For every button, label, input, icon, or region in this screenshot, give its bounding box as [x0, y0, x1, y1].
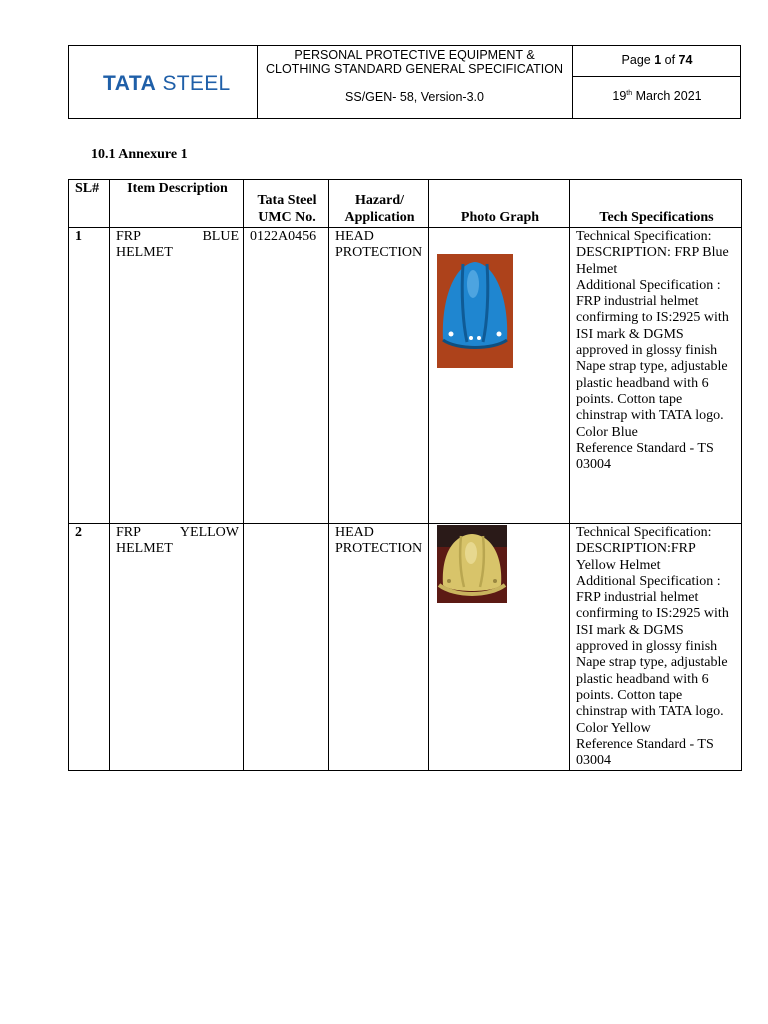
spec-line: 03004: [576, 753, 611, 769]
table-row: [69, 524, 742, 771]
hazard-application: HEAD PROTECTION: [329, 524, 429, 771]
doc-date: 19th March 2021: [612, 89, 702, 103]
row-sl: 1: [69, 228, 110, 524]
tech-specifications: [570, 228, 742, 524]
spec-line: Nape strap type, adjustable: [576, 359, 728, 375]
spec-line: points. Cotton tape: [576, 391, 683, 407]
blue-helmet-photo: [437, 254, 513, 368]
spec-line: plastic headband with 6: [576, 375, 709, 391]
tata-steel-logo: TATA STEEL: [103, 72, 231, 95]
spec-line: chinstrap with TATA logo.: [576, 408, 724, 424]
spec-title-line: PERSONAL PROTECTIVE EQUIPMENT &: [294, 48, 535, 62]
col-header-item: Item Description: [110, 180, 244, 228]
spec-line: plastic headband with 6: [576, 671, 709, 687]
spec-line: confirming to IS:2925 with: [576, 606, 729, 622]
spec-line: Yellow Helmet: [576, 557, 661, 573]
spec-line: Additional Specification :: [576, 277, 721, 293]
table-row: [69, 228, 742, 524]
spec-line: chinstrap with TATA logo.: [576, 704, 724, 720]
item-description: FRP YELLOW HELMET: [110, 524, 244, 771]
page-number: Page 1 of 74: [621, 53, 693, 67]
table-header-row: [69, 180, 742, 228]
spec-line: Color Yellow: [576, 720, 651, 736]
spec-line: Helmet: [576, 261, 618, 277]
spec-line: Color Blue: [576, 424, 638, 440]
col-header-sl: SL#: [69, 180, 110, 228]
spec-line: ISI mark & DGMS: [576, 326, 684, 342]
spec-line: Nape strap type, adjustable: [576, 655, 728, 671]
umc-number: [244, 524, 329, 771]
yellow-helmet-photo: [437, 525, 507, 603]
spec-line: Reference Standard - TS: [576, 736, 714, 752]
spec-line: Additional Specification :: [576, 573, 721, 589]
spec-line: Technical Specification:: [576, 229, 712, 244]
col-header-umc: Tata Steel UMC No.: [244, 180, 329, 228]
spec-line: approved in glossy finish: [576, 639, 718, 655]
spec-line: Technical Specification:: [576, 525, 712, 540]
row-sl: 2: [69, 524, 110, 771]
doc-code: SS/GEN- 58, Version-3.0: [345, 90, 484, 104]
tech-specifications: [570, 524, 742, 771]
spec-line: FRP industrial helmet: [576, 294, 699, 310]
spec-line: points. Cotton tape: [576, 687, 683, 703]
item-description: FRP BLUE HELMET: [110, 228, 244, 524]
section-title: 10.1 Annexure 1: [91, 147, 188, 162]
document-header: [68, 45, 741, 119]
spec-line: confirming to IS:2925 with: [576, 310, 729, 326]
header-divider: [572, 76, 740, 77]
annexure-table: [68, 179, 742, 771]
spec-title: [257, 48, 572, 76]
umc-number: 0122A0456: [244, 228, 329, 524]
spec-title-line: CLOTHING STANDARD GENERAL SPECIFICATION: [265, 62, 564, 76]
spec-line: ISI mark & DGMS: [576, 622, 684, 638]
photo-cell: [429, 524, 570, 771]
spec-line: DESCRIPTION:FRP: [576, 541, 696, 557]
spec-line: 03004: [576, 457, 611, 473]
spec-line: Reference Standard - TS: [576, 440, 714, 456]
spec-line: DESCRIPTION: FRP Blue: [576, 245, 729, 261]
col-header-tech: Tech Specifications: [570, 180, 742, 228]
spec-line: approved in glossy finish: [576, 343, 718, 359]
spec-line: FRP industrial helmet: [576, 590, 699, 606]
photo-cell: [429, 228, 570, 524]
hazard-application: HEAD PROTECTION: [329, 228, 429, 524]
col-header-photo: Photo Graph: [429, 180, 570, 228]
col-header-hazard: Hazard/ Application: [329, 180, 429, 228]
